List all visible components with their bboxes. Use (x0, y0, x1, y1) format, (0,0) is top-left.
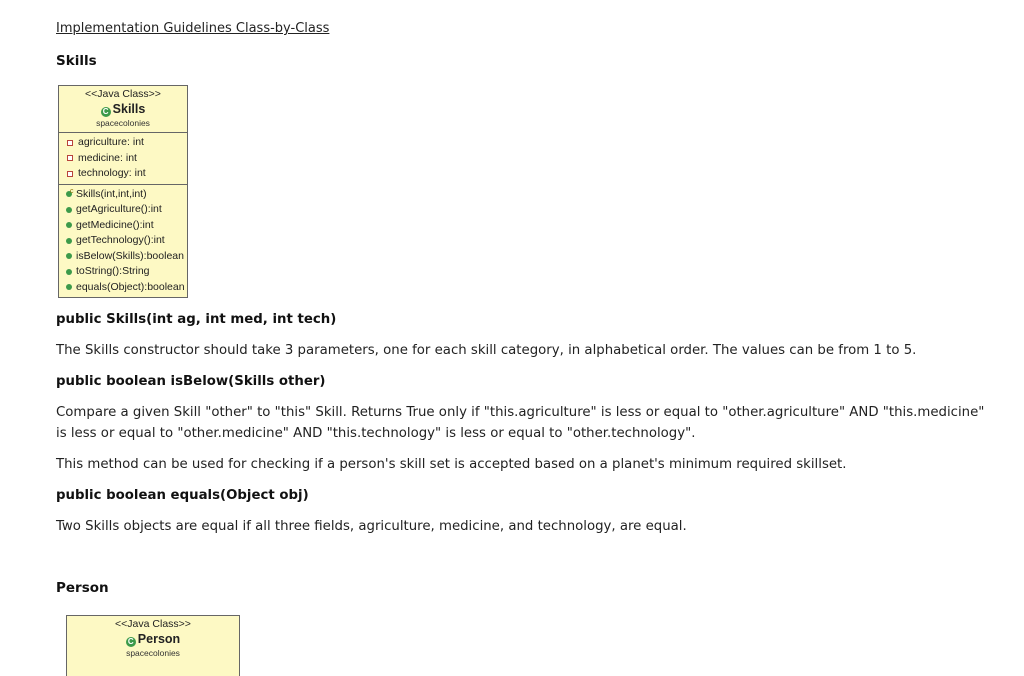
uml-constructor: c Skills(int,int,int) (65, 187, 187, 203)
skills-uml-class-name: C Skills (59, 101, 187, 117)
public-method-icon (66, 222, 72, 228)
skills-uml-stereotype: <<Java Class>> (85, 88, 161, 100)
skills-heading: Skills (56, 53, 97, 69)
equals-signature: public boolean equals(Object obj) (56, 488, 309, 503)
isbelow-signature: public boolean isBelow(Skills other) (56, 374, 326, 389)
skills-uml-diagram (58, 85, 188, 298)
constructor-icon (66, 191, 72, 197)
uml-method: equals(Object):boolean (65, 280, 187, 296)
uml-field: technology: int (65, 166, 187, 182)
skills-uml-header (59, 86, 187, 133)
skills-uml-fields (59, 133, 187, 185)
person-uml-stereotype: <<Java Class>> (115, 618, 191, 630)
private-field-icon (67, 155, 73, 161)
uml-method: getAgriculture():int (65, 202, 187, 218)
class-icon: C (101, 107, 111, 117)
uml-method: isBelow(Skills):boolean (65, 249, 187, 265)
private-field-icon (67, 140, 73, 146)
isbelow-note: This method can be used for checking if a person's skill set is accepted based on a planet's minimum required skillset. (56, 457, 847, 472)
person-uml-package: spacecolonies (126, 648, 180, 658)
person-heading: Person (56, 580, 109, 596)
skills-uml-methods (59, 185, 187, 298)
uml-field: agriculture: int (65, 135, 187, 151)
person-uml-diagram (66, 615, 240, 676)
public-method-icon (66, 269, 72, 275)
public-method-icon (66, 284, 72, 290)
private-field-icon (67, 171, 73, 177)
uml-field: medicine: int (65, 151, 187, 167)
uml-method: getTechnology():int (65, 233, 187, 249)
equals-description: Two Skills objects are equal if all three fields, agriculture, medicine, and technology, are equal. (56, 519, 687, 534)
uml-method: toString():String (65, 264, 187, 280)
constructor-signature: public Skills(int ag, int med, int tech) (56, 312, 337, 327)
document-title-link[interactable]: Implementation Guidelines Class-by-Class (56, 21, 330, 36)
uml-method: getMedicine():int (65, 218, 187, 234)
class-icon: C (126, 637, 136, 647)
skills-uml-package: spacecolonies (96, 118, 150, 128)
public-method-icon (66, 207, 72, 213)
isbelow-description: Compare a given Skill "other" to "this" Skill. Returns True only if "this.agriculture" is less or equal to "other.agriculture" AND "this.medicine" is less or equal to "other.medicine" AND "this.technology" is less or equal to "other.technology". (56, 405, 985, 441)
constructor-description: The Skills constructor should take 3 parameters, one for each skill category, in alphabetical order. The values can be from 1 to 5. (56, 343, 917, 358)
public-method-icon (66, 253, 72, 259)
person-uml-class-name: C Person (67, 631, 239, 647)
public-method-icon (66, 238, 72, 244)
